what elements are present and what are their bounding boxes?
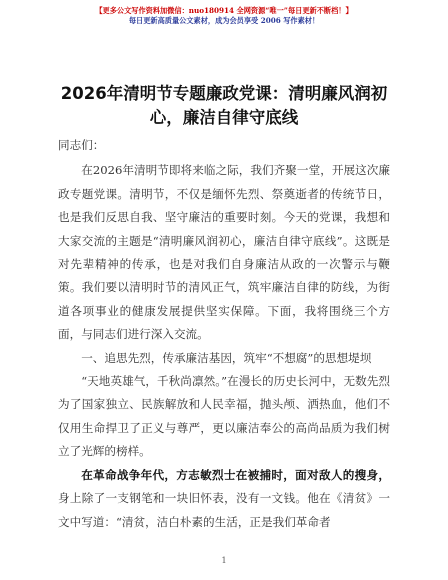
section-heading-1: 一、追思先烈，传承廉洁基因，筑牢“不想腐”的思想堤坝: [81, 350, 372, 365]
paragraph-continuation: 身上除了一支钢笔和一块旧怀表，没有一文钱。他在《清贫》一文中写道：“清贫，洁白朴素的生活，正是我们革命者: [58, 491, 390, 529]
document-title: 2026年清明节专题廉政党课：清明廉风润初心，廉洁自律守底线: [60, 84, 388, 127]
promo-banner: [0, 6, 448, 26]
greeting: 同志们：: [58, 138, 105, 152]
page-number: 1: [221, 556, 227, 565]
paragraph-quote: “天地英雄气，千秋尚凛然。”在漫长的历史长河中，无数先烈为了国家独立、民族解放和人民幸福，抛头颅、洒热血，他们不仅用生命捍卫了正义与尊严，更以廉洁奉公的高尚品质为我们树立了光辉的榜样。: [58, 374, 390, 459]
paragraph-intro: 在2026年清明节即将来临之际，我们齐聚一堂，开展这次廉政专题党课。清明节，不仅是缅怀先烈、祭奠逝者的传统节日，也是我们反思自我、坚守廉洁的重要时刻。今天的党课，我想和大家交流的主题是“清明廉风润初心，廉洁自律守底线”。这既是对先辈精神的传承，也是对我们自身廉洁从政的一次警示与鞭策。我们要以清明时节的清风正气，筑牢廉洁自律的防线，为街道各项事业的健康发展提供坚实保障。下面，我将围绕三个方面，与同志们进行深入交流。: [58, 163, 390, 342]
promo-line-1: 【更多公文写作资料加微信：nuo180914 全网资源“唯一”每日更新不断档！】: [95, 6, 353, 15]
document-body: [58, 134, 390, 534]
promo-line-2: 每日更新高质量公文素材，成为会员享受 2006 写作素材！: [128, 16, 320, 25]
bold-lead-text: 在革命战争年代，方志敏烈士在被捕时，面对敌人的搜身，: [81, 467, 390, 482]
paragraph-fangzhimin: [58, 464, 390, 534]
